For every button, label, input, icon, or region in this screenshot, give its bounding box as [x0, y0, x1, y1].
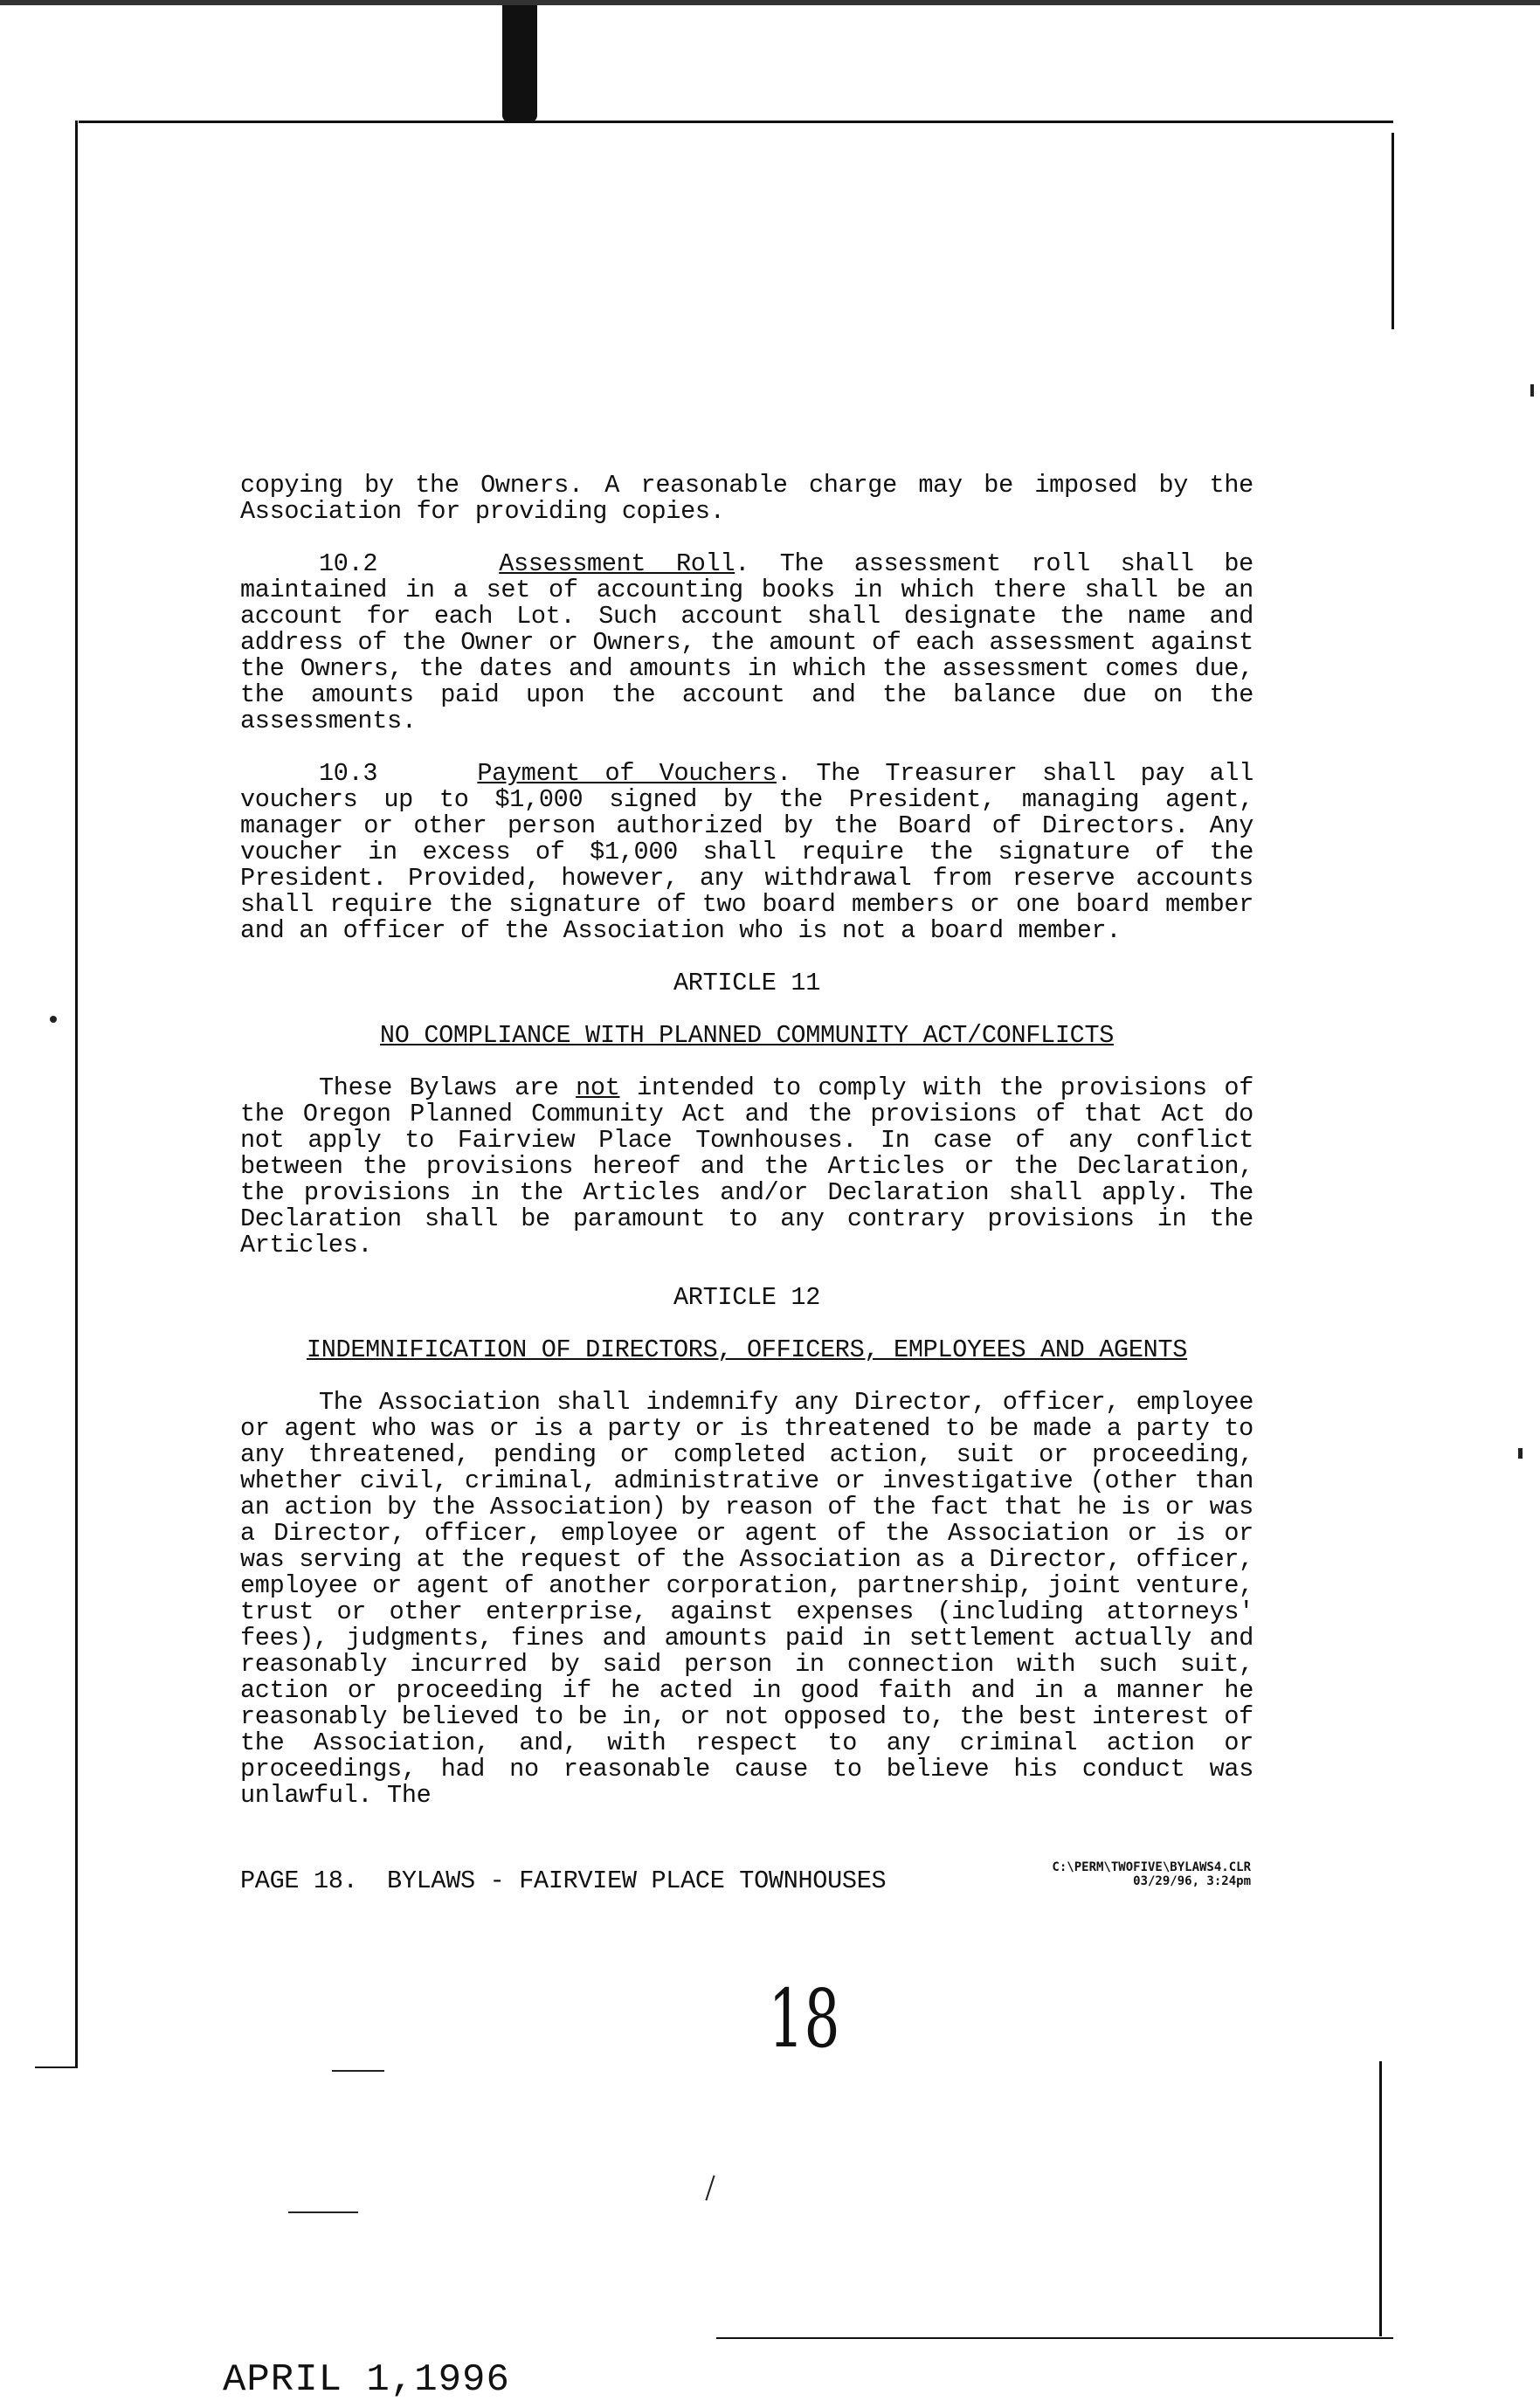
scan-speck	[1530, 384, 1534, 397]
frame-left-line	[75, 121, 78, 2068]
scan-speck	[332, 2070, 384, 2072]
scan-speck	[288, 2211, 358, 2213]
page-footer-file-info	[996, 1860, 1251, 1888]
section-number: 10.3	[319, 759, 378, 788]
handwritten-page-number: 18	[768, 1972, 840, 2066]
scan-speck	[50, 1016, 57, 1023]
binder-clip-mark	[502, 0, 537, 122]
document-body	[240, 473, 1253, 1809]
section-10-3	[240, 761, 1253, 944]
section-heading: Payment of Vouchers	[477, 759, 777, 788]
article-11-body: These Bylaws are not intended to comply with the provisions of the Oregon Planned Community Act and the provisions of that Act do not apply to Fairview Place Townhouses. In case of any conflict between the provisions hereof and the Articles or the Declaration, the provisions in the Articles and/or Declaration shall apply. The Declaration shall be paramount to any contrary provisions in the Articles.	[240, 1073, 1253, 1259]
article-11-title: NO COMPLIANCE WITH PLANNED COMMUNITY ACT/CONFLICTS	[379, 1021, 1115, 1050]
section-heading: Assessment Roll	[499, 549, 735, 578]
article-12-title: INDEMNIFICATION OF DIRECTORS, OFFICERS, EMPLOYEES AND AGENTS	[306, 1335, 1188, 1364]
frame-right-upper-line	[1392, 133, 1394, 329]
frame-bottom-left-line	[35, 2066, 77, 2068]
scan-speck	[705, 2175, 715, 2200]
scan-speck	[1518, 1448, 1523, 1459]
top-scan-edge	[0, 0, 1540, 5]
section-body: . The assessment roll shall be maintained in a set of accounting books in which there shall be an account for each Lot. Such account shall designate the name and address of the Owner or Owners, the amount of each assessment against the Owners, the dates and amounts in which the assessment comes due, the amounts paid upon the account and the balance due on the assessments.	[240, 549, 1253, 735]
page-footer-label: PAGE 18. BYLAWS - FAIRVIEW PLACE TOWNHOUSES	[240, 1866, 887, 1895]
frame-top-line	[79, 121, 1393, 123]
emphasis-not: not	[576, 1073, 620, 1102]
paragraph-copying: copying by the Owners. A reasonable charge may be imposed by the Association for providing copies.	[240, 471, 1253, 526]
section-body: . The Treasurer shall pay all vouchers up to $1,000 signed by the President, managing agent, manager or other person authorized by the Board of Directors. Any voucher in excess of $1,000 shall require the signature of the President. Provided, however, any withdrawal from reserve accounts shall require the signature of two board members or one board member and an officer of the Association who is not a board member.	[240, 759, 1254, 945]
frame-bottom-right-line	[716, 2337, 1393, 2339]
article-12-label: ARTICLE 12	[673, 1283, 821, 1312]
frame-right-lower-line	[1379, 2061, 1382, 2336]
date-stamp: APRIL 1,1996	[223, 2358, 510, 2402]
article-11-label: ARTICLE 11	[673, 969, 821, 997]
section-number: 10.2	[319, 549, 378, 578]
file-timestamp: 03/29/96, 3:24pm	[1133, 1874, 1251, 1888]
section-10-2	[240, 551, 1253, 735]
file-path: C:\PERM\TWOFIVE\BYLAWS4.CLR	[1052, 1860, 1251, 1874]
article-12-body: The Association shall indemnify any Director, officer, employee or agent who was or is a party or is threatened to be made a party to any threatened, pending or completed action, suit or proceeding, whether civil, criminal, administrative or investigative (other than an action by the Association) by reason of the fact that he is or was a Director, officer, employee or agent of the Association or is or was serving at the request of the Association as a Director, officer, employee or agent of another corporation, partnership, joint venture, trust or other enterprise, against expenses (including attorneys' fees), judgments, fines and amounts paid in settlement actually and reasonably incurred by said person in connection with such suit, action or proceeding if he acted in good faith and in a manner he reasonably believed to be in, or not opposed to, the best interest of the Association, and, with respect to any criminal action or proceedings, had no reasonable cause to believe his conduct was unlawful. The	[240, 1388, 1253, 1810]
